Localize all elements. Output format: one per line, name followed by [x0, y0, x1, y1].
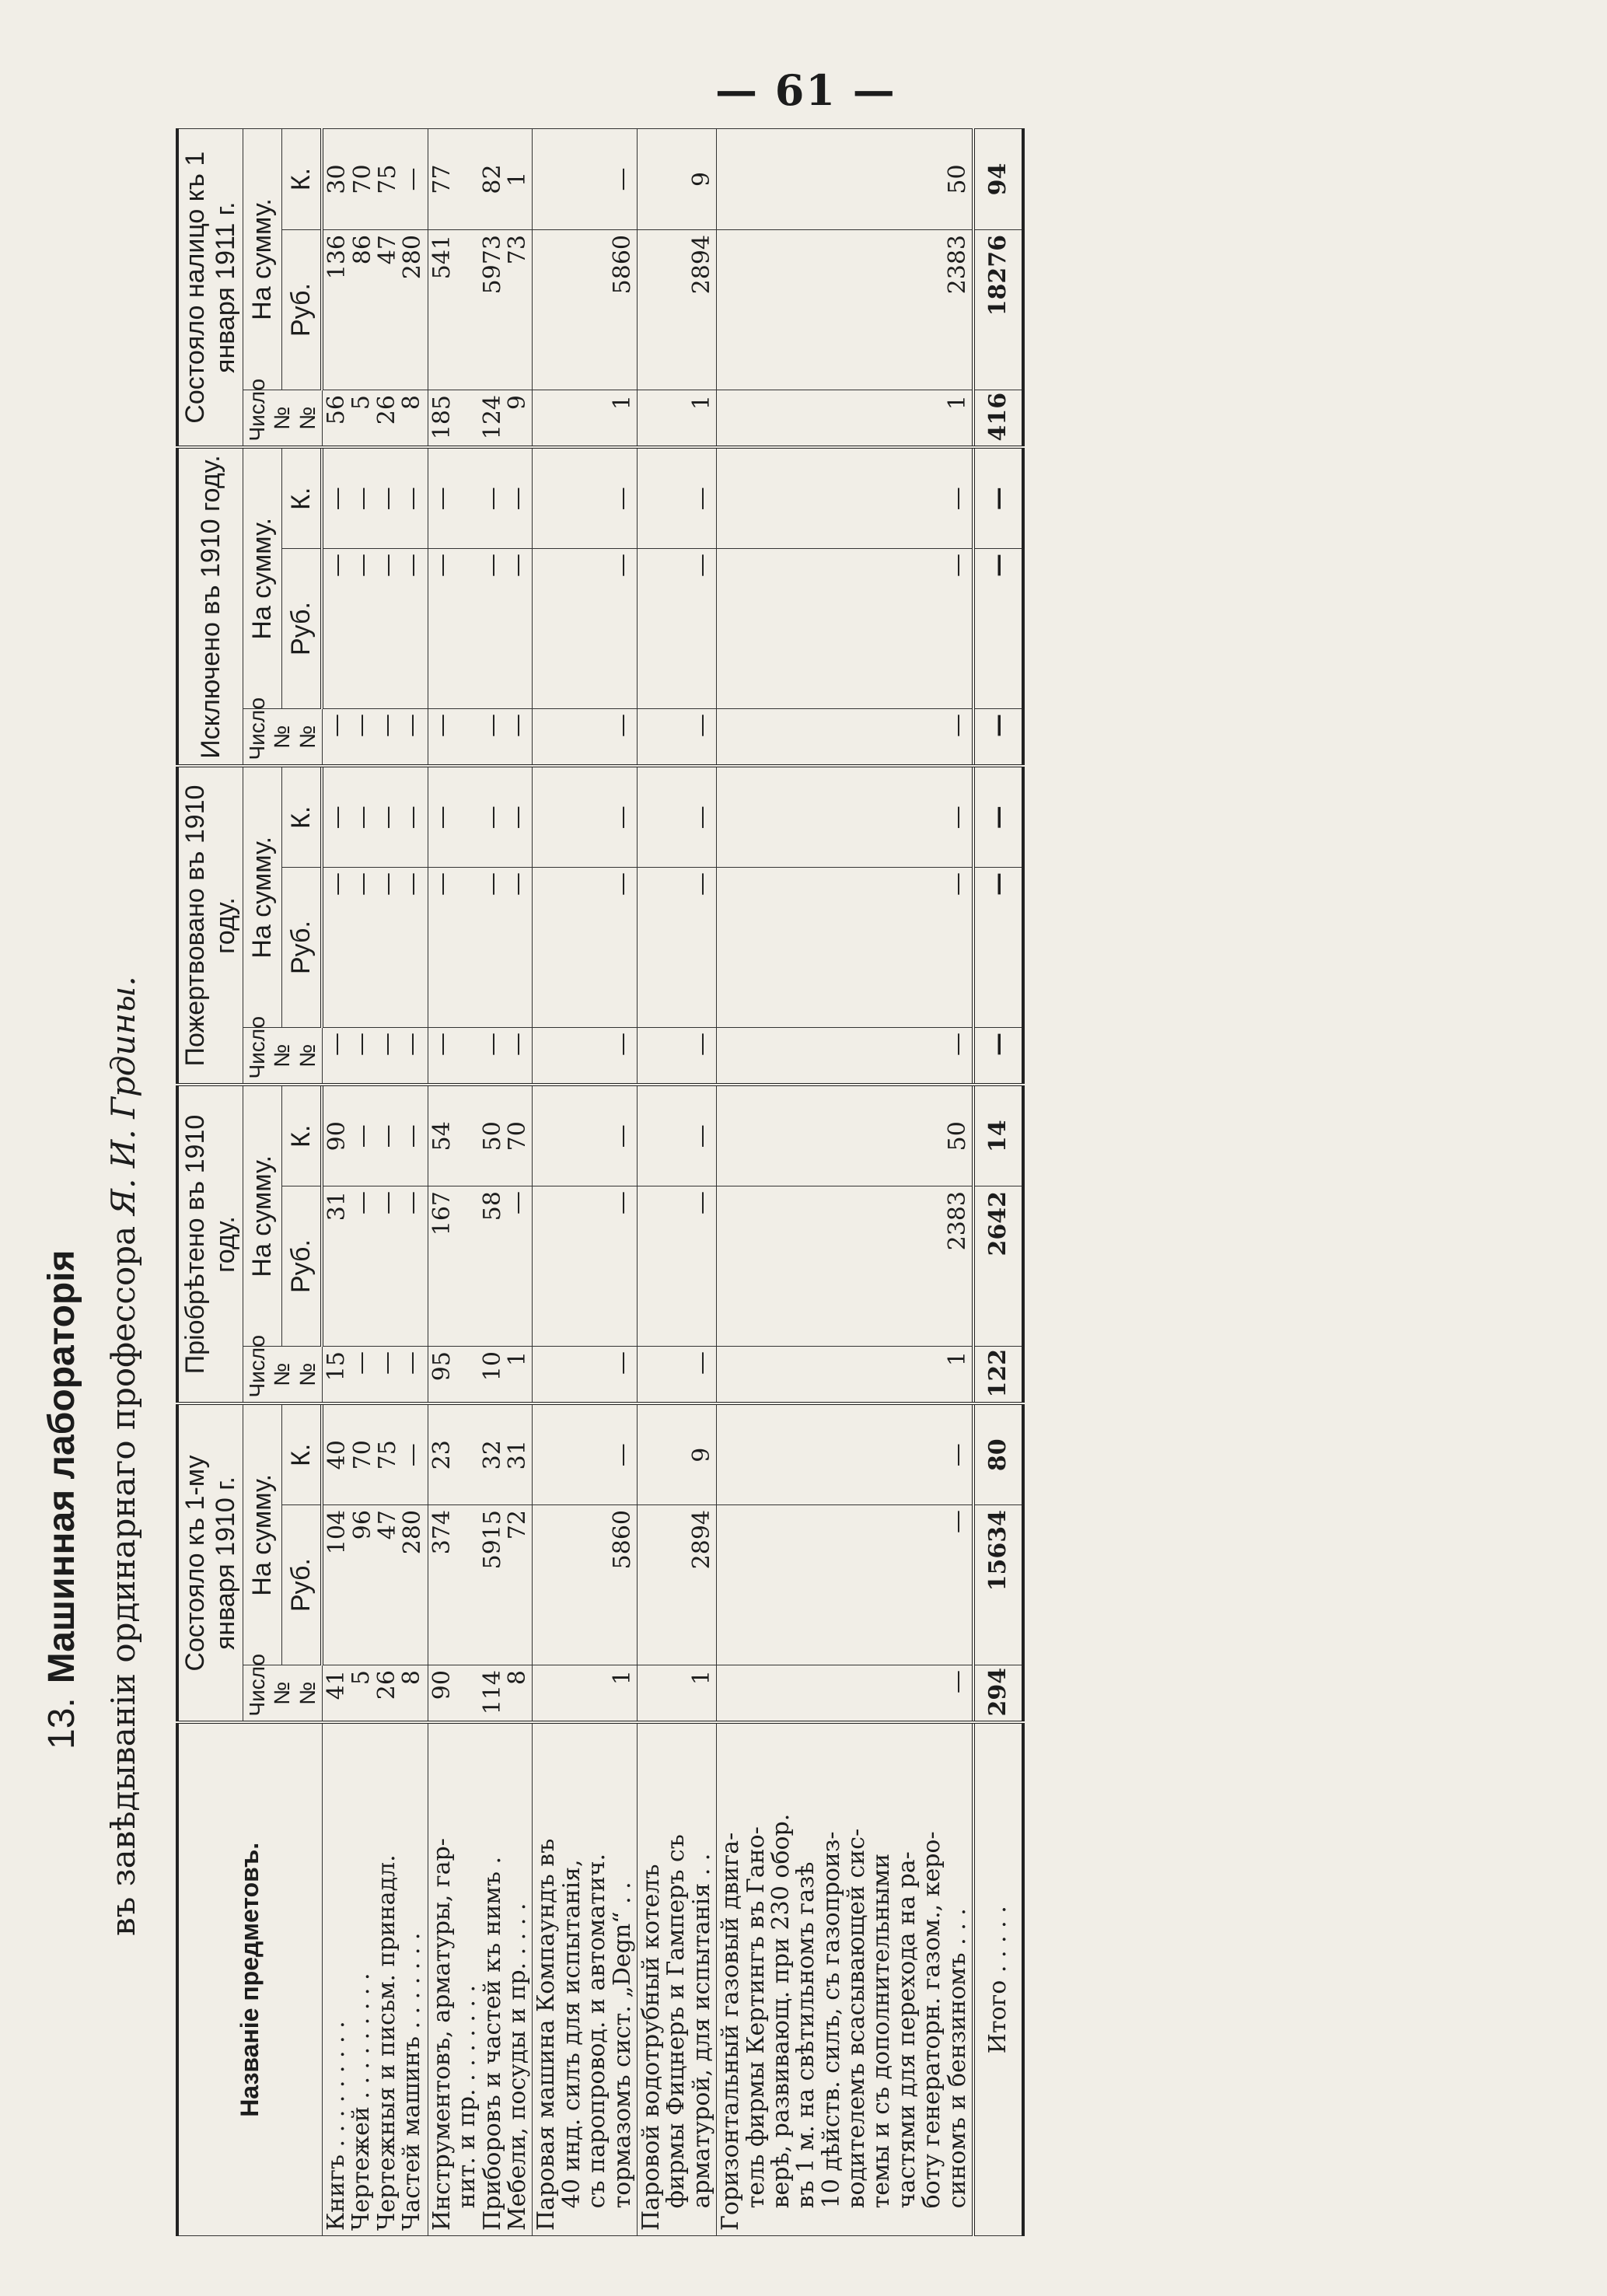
cell-present-1911-rub: 2383: [717, 230, 973, 390]
section-title: Машинная лабораторія: [41, 1249, 82, 1684]
group-header-present-1911: Состояло налицо къ 1 января 1911 г.: [177, 128, 243, 447]
cell-donated-1910-count: — — —: [428, 1028, 533, 1085]
cell-start-1910-count: 1: [533, 1665, 638, 1723]
cell-excluded-1910-rub: — — — —: [322, 549, 428, 709]
table-row: [533, 128, 638, 2235]
cell-present-1911-count: 416: [973, 390, 1023, 448]
item-name: Паровая машина Компаундъ въ 40 инд. силъ для испытанія, съ паропровод. и автоматич. тормазомъ сист. „Degn“ . .: [533, 1723, 638, 2236]
cell-start-1910-kop: —: [717, 1404, 973, 1505]
cell-acquired-1910-kop: —: [637, 1085, 716, 1186]
cell-start-1910-rub: 104 96 47 280: [322, 1505, 428, 1665]
cell-excluded-1910-count: — — — —: [322, 709, 428, 767]
kop-header: К.: [282, 1404, 323, 1505]
cell-excluded-1910-rub: —: [973, 549, 1023, 709]
cell-start-1910-rub: 2894: [637, 1505, 716, 1665]
cell-present-1911-kop: 50: [717, 128, 973, 229]
group-header-donated-1910: Пожертвовано въ 1910 году.: [177, 767, 243, 1085]
cell-present-1911-kop: 94: [973, 128, 1023, 229]
cell-excluded-1910-count: —: [717, 709, 973, 767]
cell-donated-1910-kop: —: [533, 767, 638, 868]
cell-acquired-1910-count: 1: [717, 1347, 973, 1404]
group-header-acquired-1910: Пріобрѣтено въ 1910 году.: [177, 1085, 243, 1404]
cell-donated-1910-count: —: [533, 1028, 638, 1085]
table-body: [322, 128, 1023, 2235]
subheading-text: въ завѣдываніи ординарнаго профессора: [104, 1225, 142, 1936]
item-name: Книгъ . . . . . . . . . Чертежей . . . . . . . . . Чертежныя и письм. принадл. Частей машинъ . . . . . . .: [322, 1723, 428, 2236]
page-number: — 61 —: [715, 65, 896, 115]
cell-donated-1910-kop: — — — —: [322, 767, 428, 868]
cell-acquired-1910-rub: 167 58 —: [428, 1186, 533, 1347]
cell-acquired-1910-kop: —: [533, 1085, 638, 1186]
cell-acquired-1910-count: 95 10 1: [428, 1347, 533, 1404]
cell-excluded-1910-rub: —: [533, 549, 638, 709]
cell-donated-1910-count: —: [717, 1028, 973, 1085]
cell-start-1910-kop: —: [533, 1404, 638, 1505]
cell-donated-1910-kop: —: [973, 767, 1023, 868]
cell-present-1911-rub: 541 5973 73: [428, 230, 533, 390]
cell-acquired-1910-rub: 31 — — —: [322, 1186, 428, 1347]
cell-start-1910-count: 41 5 26 8: [322, 1665, 428, 1723]
cell-acquired-1910-count: —: [637, 1347, 716, 1404]
count-header: Число №№: [243, 1347, 323, 1404]
cell-acquired-1910-count: 122: [973, 1347, 1023, 1404]
cell-start-1910-count: —: [717, 1665, 973, 1723]
cell-acquired-1910-rub: 2383: [717, 1186, 973, 1347]
cell-excluded-1910-count: —: [637, 709, 716, 767]
cell-excluded-1910-rub: — — —: [428, 549, 533, 709]
cell-present-1911-kop: 30 70 75 —: [322, 128, 428, 229]
cell-start-1910-kop: 40 70 75 —: [322, 1404, 428, 1505]
count-header: Число №№: [243, 709, 323, 767]
cell-excluded-1910-count: —: [973, 709, 1023, 767]
table-row: [322, 128, 428, 2235]
cell-start-1910-kop: 23 32 31: [428, 1404, 533, 1505]
cell-start-1910-rub: 15634: [973, 1505, 1023, 1665]
cell-present-1911-kop: —: [533, 128, 638, 229]
cell-donated-1910-rub: — — —: [428, 868, 533, 1028]
cell-donated-1910-count: —: [973, 1028, 1023, 1085]
rub-header: Руб.: [282, 1505, 323, 1665]
cell-acquired-1910-rub: —: [637, 1186, 716, 1347]
cell-excluded-1910-kop: —: [973, 448, 1023, 549]
cell-donated-1910-kop: — — —: [428, 767, 533, 868]
total-row: [973, 128, 1023, 2235]
cell-present-1911-rub: 2894: [637, 230, 716, 390]
cell-start-1910-rub: 5860: [533, 1505, 638, 1665]
cell-excluded-1910-rub: —: [717, 549, 973, 709]
cell-donated-1910-rub: —: [533, 868, 638, 1028]
cell-donated-1910-rub: — — — —: [322, 868, 428, 1028]
cell-excluded-1910-kop: —: [717, 448, 973, 549]
kop-header: К.: [282, 1085, 323, 1186]
cell-present-1911-kop: 9: [637, 128, 716, 229]
cell-excluded-1910-kop: —: [533, 448, 638, 549]
cell-acquired-1910-kop: 90 — — —: [322, 1085, 428, 1186]
cell-present-1911-rub: 5860: [533, 230, 638, 390]
cell-present-1911-rub: 136 86 47 280: [322, 230, 428, 390]
sum-header: На сумму.: [243, 767, 282, 1028]
cell-donated-1910-rub: —: [637, 868, 716, 1028]
section-number: 13.: [41, 1697, 82, 1749]
cell-start-1910-kop: 80: [973, 1404, 1023, 1505]
cell-acquired-1910-kop: 50: [717, 1085, 973, 1186]
sum-header: На сумму.: [243, 1404, 282, 1665]
rub-header: Руб.: [282, 1186, 323, 1347]
item-name: Инструментовъ, арматуры, гар- нит. и пр. . . . . . . . Приборовъ и частей къ нимъ . Мебели, посуды и пр. . . . .: [428, 1723, 533, 2236]
rub-header: Руб.: [282, 230, 323, 390]
section-heading: [40, 1249, 83, 1749]
cell-present-1911-count: 185 124 9: [428, 390, 533, 448]
sum-header: На сумму.: [243, 1085, 282, 1347]
cell-start-1910-count: 1: [637, 1665, 716, 1723]
cell-present-1911-count: 1: [637, 390, 716, 448]
kop-header: К.: [282, 767, 323, 868]
name-column-header: Названіе предметовъ.: [177, 1723, 322, 2236]
group-header-start-1910: Состояло къ 1-му января 1910 г.: [177, 1404, 243, 1723]
cell-acquired-1910-kop: 14: [973, 1085, 1023, 1186]
cell-donated-1910-count: —: [637, 1028, 716, 1085]
rotated-table-area: [23, 117, 1539, 2247]
cell-donated-1910-rub: —: [973, 868, 1023, 1028]
cell-present-1911-rub: 18276: [973, 230, 1023, 390]
cell-start-1910-rub: 374 5915 72: [428, 1505, 533, 1665]
table-row: [637, 128, 716, 2235]
cell-donated-1910-kop: —: [717, 767, 973, 868]
cell-acquired-1910-rub: 2642: [973, 1186, 1023, 1347]
cell-acquired-1910-count: —: [533, 1347, 638, 1404]
cell-excluded-1910-kop: — — —: [428, 448, 533, 549]
rub-header: Руб.: [282, 549, 323, 709]
cell-donated-1910-kop: —: [637, 767, 716, 868]
count-header: Число №№: [243, 390, 323, 448]
cell-present-1911-count: 1: [533, 390, 638, 448]
cell-present-1911-count: 56 5 26 8: [322, 390, 428, 448]
total-label: Итого . . . . .: [973, 1723, 1023, 2236]
cell-acquired-1910-rub: —: [533, 1186, 638, 1347]
kop-header: К.: [282, 128, 323, 229]
sum-header: На сумму.: [243, 128, 282, 390]
cell-start-1910-count: 90 114 8: [428, 1665, 533, 1723]
cell-present-1911-count: 1: [717, 390, 973, 448]
professor-name: Я. И. Грдины.: [104, 976, 142, 1215]
count-header: Число №№: [243, 1028, 323, 1085]
cell-present-1911-kop: 77 82 1: [428, 128, 533, 229]
sum-header: На сумму.: [243, 448, 282, 709]
section-subheading: [104, 976, 142, 1936]
cell-start-1910-kop: 9: [637, 1404, 716, 1505]
cell-acquired-1910-kop: 54 50 70: [428, 1085, 533, 1186]
item-name: Горизонтальный газовый двига- тель фирмы Кертингъ въ Гано- верѣ, развивающ. при 230 обор. въ 1 м. на свѣтильномъ газѣ 10 дѣйств. силъ, съ газопроиз- водителемъ всасывающей сис- темы и съ дополнительными частями для перехода на ра- боту генераторн. газом., керо- синомъ и бензиномъ . . .: [717, 1723, 973, 2236]
group-header-excluded-1910: Исключено въ 1910 году.: [177, 448, 243, 767]
kop-header: К.: [282, 448, 323, 549]
cell-excluded-1910-kop: — — — —: [322, 448, 428, 549]
cell-donated-1910-count: — — — —: [322, 1028, 428, 1085]
table-row: [428, 128, 533, 2235]
cell-excluded-1910-count: —: [533, 709, 638, 767]
cell-acquired-1910-count: 15 — — —: [322, 1347, 428, 1404]
cell-donated-1910-rub: —: [717, 868, 973, 1028]
cell-excluded-1910-rub: —: [637, 549, 716, 709]
table-row: [717, 128, 973, 2235]
rub-header: Руб.: [282, 868, 323, 1028]
item-name: Паровой водотрубный котелъ фирмы Фицнеръ и Гамперъ съ арматурой, для испытанія . .: [637, 1723, 716, 2236]
count-header: Число №№: [243, 1665, 323, 1723]
cell-excluded-1910-kop: —: [637, 448, 716, 549]
cell-excluded-1910-count: — — —: [428, 709, 533, 767]
cell-start-1910-rub: —: [717, 1505, 973, 1665]
inventory-table: [176, 128, 1025, 2236]
cell-start-1910-count: 294: [973, 1665, 1023, 1723]
